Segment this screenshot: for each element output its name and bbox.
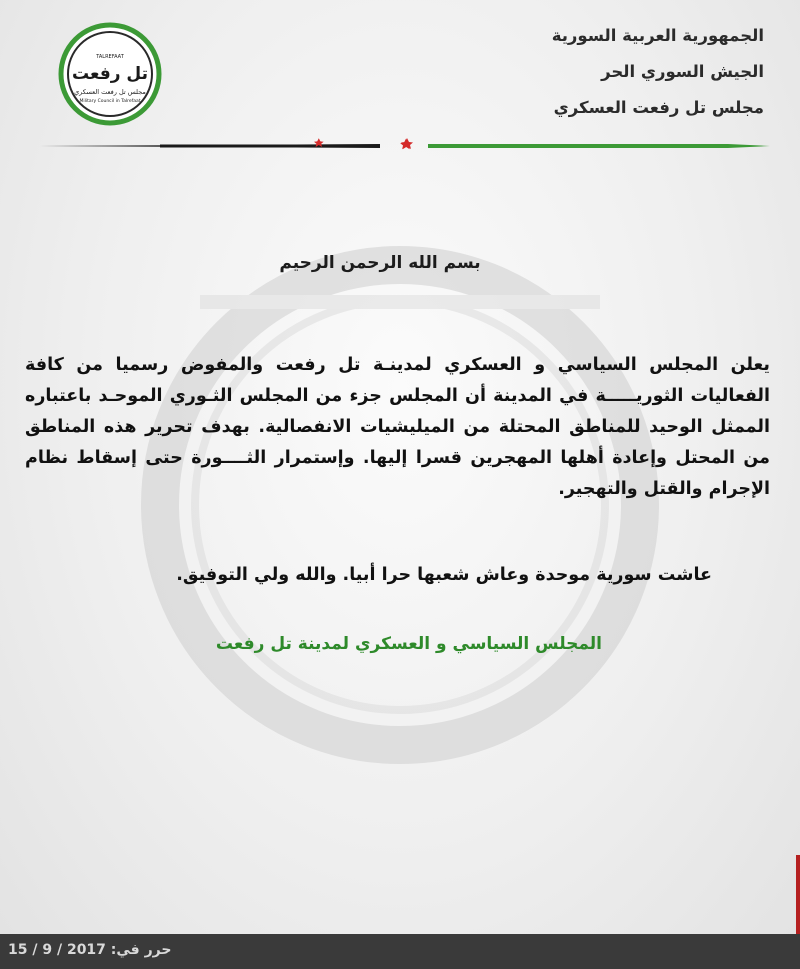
watermark-logo [140, 245, 660, 825]
logo-subtitle-en: Military Council in Talrefaat [79, 99, 141, 104]
logo-subtitle-ar: مجلس تل رفعت العسكري [74, 88, 146, 96]
footer-bar [0, 934, 800, 969]
logo-arabic-name: تل رفعت [72, 64, 148, 84]
logo-latin-name: TALREFAAT [96, 54, 124, 60]
header-council: مجلس تل رفعت العسكري [553, 98, 764, 117]
footer-date-value: 15 / 9 / 2017 [8, 942, 106, 958]
footer-date [8, 942, 171, 958]
closing-line: عاشت سورية موحدة وعاش شعبها حرا أبيا. والله ولي التوفيق. [176, 565, 712, 585]
statement-paragraph: يعلن المجلس السياسي و العسكري لمدينـة تل رفعت والمفوض رسميا من كافة الفعاليات الثوريـــــة في المدينة أن المجلس جزء من المجلس الثـوري الموحـد باعتباره الممثل الوحيد للمناطق المحتلة من الميليشيات الانفصالية. بهدف تحرير هذه المناطق من المحتل وإعادة أهلها المهجرين قسرا إليها. وإستمرار الثــــورة حتى إسقاط نظام الإجرام والقتل والتهجير. [25, 355, 770, 499]
basmala: بسم الله الرحمن الرحيم [279, 253, 481, 273]
flag-divider [40, 138, 770, 154]
footer-date-label: حرر في: [110, 942, 172, 958]
header-block [404, 22, 764, 130]
signature: المجلس السياسي و العسكري لمدينة تل رفعت [215, 634, 602, 654]
council-logo [58, 22, 162, 126]
header-army: الجيش السوري الحر [601, 62, 764, 81]
header-country: الجمهورية العربية السورية [551, 26, 764, 45]
edge-stripe [796, 855, 800, 935]
